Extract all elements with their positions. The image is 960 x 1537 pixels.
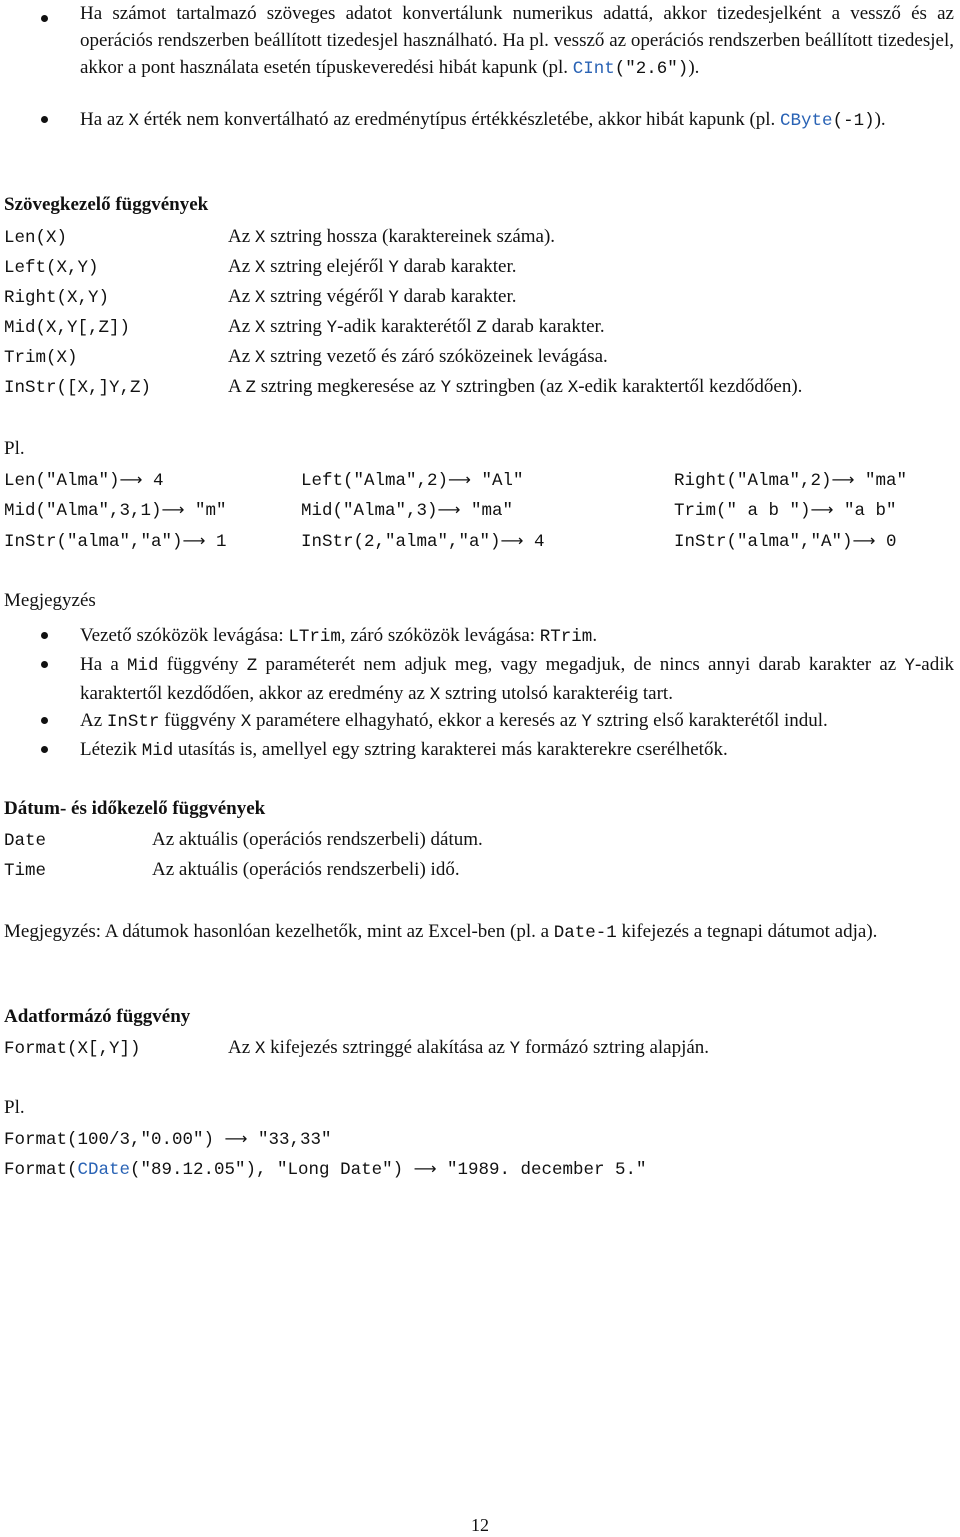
note-item: [80, 651, 954, 709]
format-example: [4, 1129, 332, 1150]
code-token: X: [254, 1039, 266, 1059]
function-description: [228, 226, 555, 248]
expression-text: InStr(2,"alma","a"): [301, 532, 501, 552]
text-run: Ha számot tartalmazó szöveges adatot konvertálunk numerikus adattá, akkor tizedesjelként a vessző és az operációs rendszerben beállított tizedesjel használható. Ha pl. vessző az operációs rendszerben beállított tizedesjel, akkor a pont használata esetén típuskeveredési hibát kapunk (pl.: [80, 3, 954, 78]
expression-text: Right("Alma",2): [674, 471, 832, 491]
bullet-dot: [41, 15, 48, 22]
text-run: formázó sztring alapján.: [520, 1037, 710, 1058]
note-item: [80, 622, 954, 651]
intro-bullet-1: [80, 0, 954, 83]
text-run: sztring elejéről: [265, 256, 389, 277]
note-label: Megjegyzés: [4, 590, 96, 611]
code-token: Y: [388, 258, 399, 278]
example-label: Pl.: [4, 438, 25, 459]
text-run: , záró szóközök levágása:: [340, 625, 540, 646]
code-token: (-1): [832, 111, 875, 131]
result-text: 1: [205, 532, 227, 552]
text-run: -edik karaktertől kezdődően).: [578, 376, 803, 397]
section-heading-string: Szövegkezelő függvények: [4, 194, 209, 215]
function-description: Az aktuális (operációs rendszerbeli) dátum.: [152, 829, 483, 850]
expression-text: InStr("alma","a"): [4, 532, 183, 552]
text-run: -adik karakterétől: [337, 316, 477, 337]
text-run: Létezik: [80, 739, 142, 760]
text-run: Az: [228, 256, 255, 277]
text-run: .: [592, 625, 598, 646]
text-run: Az: [228, 226, 255, 247]
text-run: kifejezés sztringgé alakítása az: [265, 1037, 510, 1058]
text-run: "1989. december 5.": [436, 1160, 647, 1180]
code-token: Mid: [127, 656, 159, 676]
arrow-icon: ⟶: [119, 470, 143, 489]
code-token: X: [128, 111, 140, 131]
text-run: paramétere elhagyható, ekkor a keresés az: [251, 710, 582, 731]
expression-text: Trim(" a b "): [674, 501, 811, 521]
code-token: X: [429, 685, 441, 705]
code-token: Y: [904, 656, 915, 676]
result-text: 4: [523, 532, 545, 552]
section-heading-format: Adatformázó függvény: [4, 1006, 191, 1027]
text-run: Ha a: [80, 654, 128, 675]
result-text: 4: [142, 471, 164, 491]
example-expression: [674, 500, 896, 521]
function-name: Right(X,Y): [4, 288, 110, 308]
result-text: 0: [875, 532, 897, 552]
code-token: Mid: [141, 741, 174, 761]
example-expression: [301, 500, 513, 521]
text-run: paraméterét nem adjuk meg, vagy megadjuk, de nincs annyi darab karakter az: [257, 654, 905, 675]
arrow-icon: ⟶: [161, 500, 185, 519]
arrow-icon: ⟶: [448, 470, 471, 489]
text-run: sztring végéről: [265, 286, 389, 307]
function-description: [228, 316, 605, 338]
text-run: ).: [874, 109, 886, 130]
expression-text: Left("Alma",2): [301, 471, 449, 491]
text-run: sztring megkeresése az: [255, 376, 441, 397]
text-run: Format(: [4, 1160, 78, 1180]
function-name: Left(X,Y): [4, 258, 99, 278]
text-run: ("89.12.05"), "Long Date"): [130, 1160, 414, 1180]
code-token: Y: [326, 318, 338, 338]
result-text: "ma": [460, 501, 513, 521]
arrow-icon: ⟶: [852, 531, 876, 550]
function-name: Trim(X): [4, 348, 78, 368]
example-expression: [674, 470, 907, 491]
code-token: LTrim: [288, 627, 341, 647]
example-expression: [301, 470, 523, 491]
function-name: Format(X[,Y]): [4, 1039, 141, 1059]
code-token: X: [240, 712, 252, 732]
format-example: [4, 1159, 647, 1180]
text-run: sztring vezető és záró szóközeinek levágása.: [265, 346, 608, 367]
expression-text: Mid("Alma",3,1): [4, 501, 162, 521]
function-description: [228, 376, 802, 398]
text-run: darab karakter.: [398, 286, 517, 307]
arrow-icon: ⟶: [182, 531, 206, 550]
text-run: A: [228, 376, 246, 397]
keyword-token: CByte: [780, 111, 833, 131]
example-expression: [4, 500, 226, 521]
result-text: "m": [184, 501, 227, 521]
example-expression: [301, 531, 545, 552]
result-text: "ma": [854, 471, 907, 491]
text-run: sztring első karakterétől indul.: [591, 710, 828, 731]
text-run: sztringben (az: [451, 376, 568, 397]
code-token: Z: [246, 656, 258, 676]
keyword-token: CDate: [77, 1160, 131, 1180]
text-run: darab karakter.: [486, 316, 605, 337]
text-run: érték nem konvertálható az eredménytípus értékkészletébe, akkor hibát kapunk (pl.: [139, 109, 781, 130]
code-token: Z: [245, 378, 256, 398]
code-token: X: [254, 348, 266, 368]
text-run: Az: [80, 710, 107, 731]
code-token: Y: [440, 378, 452, 398]
example-expression: [674, 531, 896, 552]
text-run: Vezető szóközök levágása:: [80, 625, 289, 646]
bullet-dot: [41, 632, 48, 639]
result-text: "a b": [833, 501, 897, 521]
arrow-icon: ⟶: [437, 500, 461, 519]
bullet-dot: [41, 746, 48, 753]
function-name: InStr([X,]Y,Z): [4, 378, 152, 398]
section-heading-date: Dátum- és időkezelő függvények: [4, 798, 266, 819]
expression-text: Len("Alma"): [4, 471, 120, 491]
text-run: függvény: [159, 710, 241, 731]
function-description: Az aktuális (operációs rendszerbeli) idő.: [152, 859, 460, 880]
arrow-icon: ⟶: [413, 1159, 437, 1178]
bullet-dot: [41, 661, 48, 668]
function-description: [228, 286, 517, 308]
expression-text: Mid("Alma",3): [301, 501, 438, 521]
text-run: -adik karaktertől kezdődően, akkor az eredmény az: [80, 654, 954, 704]
text-run: sztring: [265, 316, 327, 337]
text-run: utasítás is, amellyel egy sztring karakterei más karakterekre cserélhetők.: [173, 739, 728, 760]
text-run: darab karakter.: [398, 256, 517, 277]
code-token: X: [254, 318, 266, 338]
text-run: kifejezés a tegnapi dátumot adja).: [616, 921, 878, 942]
code-token: X: [254, 258, 266, 278]
code-token: Y: [581, 712, 592, 732]
arrow-icon: ⟶: [810, 500, 834, 519]
text-run: Az: [228, 316, 255, 337]
example-expression: [4, 531, 226, 552]
code-token: ("2.6"): [614, 59, 689, 79]
keyword-token: CInt: [572, 59, 615, 79]
text-run: Megjegyzés: A dátumok hasonlóan kezelhetők, mint az Excel-ben (pl. a: [4, 921, 554, 942]
code-token: X: [254, 288, 266, 308]
text-run: sztring utolsó karakteréig tart.: [440, 683, 673, 704]
function-name: Time: [4, 861, 47, 881]
arrow-icon: ⟶: [224, 1129, 248, 1148]
code-token: InStr: [106, 712, 160, 732]
text-run: Az: [228, 286, 255, 307]
code-token: Date-1: [553, 923, 617, 943]
function-name: Mid(X,Y[,Z]): [4, 318, 131, 338]
note-item: [80, 707, 954, 736]
expression-text: InStr("alma","A"): [674, 532, 853, 552]
example-label: Pl.: [4, 1097, 25, 1118]
text-run: függvény: [158, 654, 247, 675]
code-token: RTrim: [539, 627, 593, 647]
text-run: Az: [228, 346, 255, 367]
function-description: [228, 1037, 709, 1059]
text-run: sztring hossza (karaktereinek száma).: [265, 226, 556, 247]
code-token: Y: [509, 1039, 521, 1059]
note-item: [80, 736, 954, 765]
arrow-icon: ⟶: [500, 531, 524, 550]
code-token: Y: [388, 288, 399, 308]
text-run: Format(100/3,"0.00"): [4, 1130, 225, 1150]
text-run: Az: [228, 1037, 255, 1058]
function-description: [228, 346, 608, 368]
date-note: [4, 918, 954, 947]
page-number: 12: [471, 1515, 489, 1535]
text-run: "33,33": [247, 1130, 332, 1150]
result-text: "Al": [470, 471, 524, 491]
intro-bullet-2: [80, 106, 954, 135]
bullet-dot: [41, 717, 48, 724]
code-token: X: [254, 228, 266, 248]
code-token: X: [567, 378, 579, 398]
example-expression: [4, 470, 163, 491]
text-run: ).: [688, 57, 700, 78]
arrow-icon: ⟶: [831, 470, 855, 489]
text-run: Ha az: [80, 109, 129, 130]
function-name: Len(X): [4, 228, 68, 248]
function-name: Date: [4, 831, 47, 851]
bullet-dot: [41, 116, 48, 123]
function-description: [228, 256, 517, 278]
code-token: Z: [476, 318, 487, 338]
